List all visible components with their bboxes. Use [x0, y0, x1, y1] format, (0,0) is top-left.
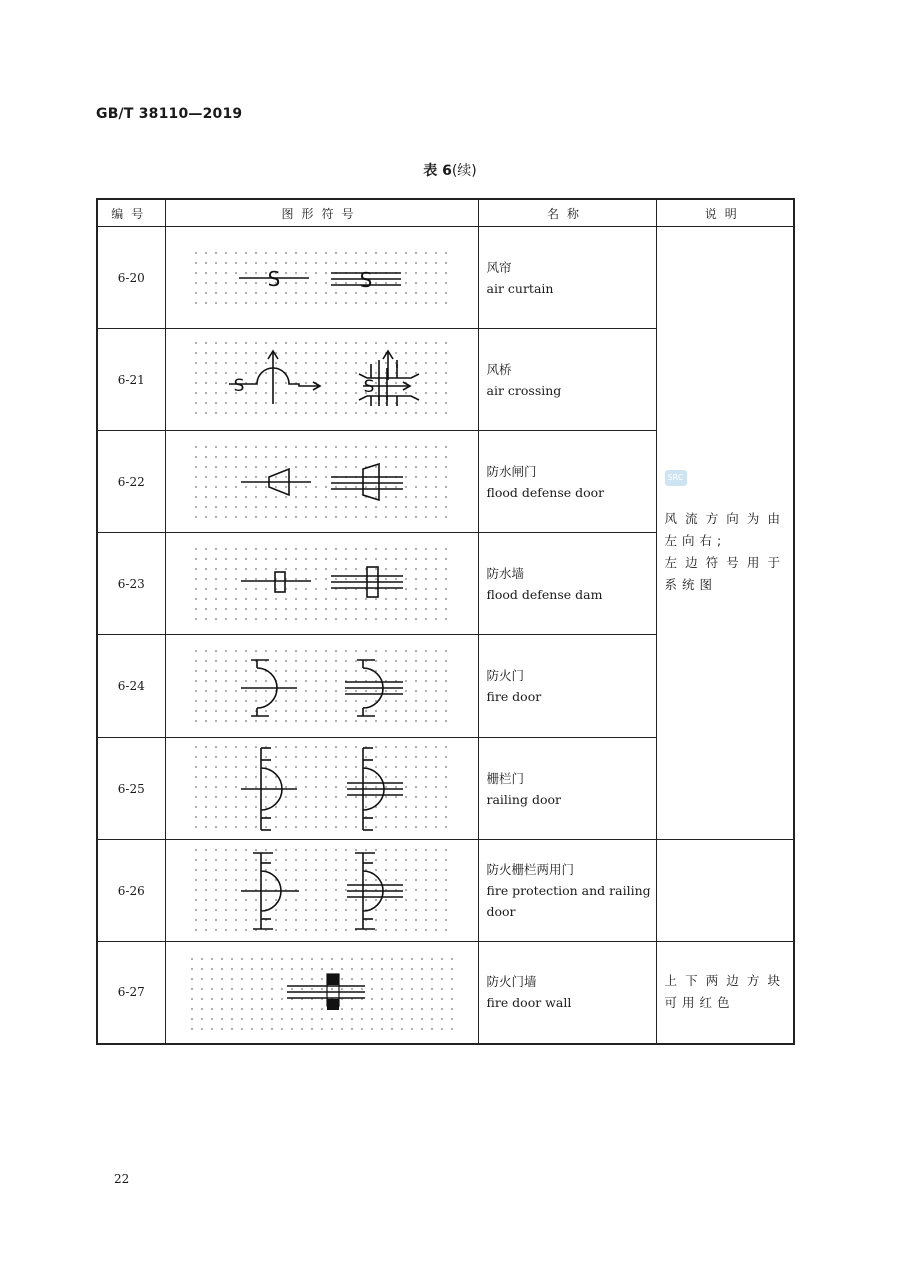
name-cell [478, 840, 656, 942]
name-cell [478, 635, 656, 738]
column-header-symbol: 图形符号 [165, 199, 478, 227]
name-chinese: 栅栏门 [486, 770, 525, 786]
table-title-continued: (续) [451, 163, 477, 179]
watermark-logo: SRC [665, 470, 687, 486]
name-english: fire protection and railing door [486, 883, 651, 919]
row-number: 6-20 [97, 227, 165, 329]
air-curtain-symbol [191, 248, 453, 308]
page-number: 22 [114, 1172, 130, 1186]
fire-door-symbol [191, 646, 453, 726]
svg-text:S: S [267, 266, 280, 291]
dot-grid-background [191, 248, 453, 308]
name-cell [478, 738, 656, 840]
symbol-cell [165, 227, 478, 329]
standard-code: GB/T 38110—2019 [96, 106, 243, 122]
name-english: air crossing [486, 382, 562, 398]
name-english: fire door [486, 689, 542, 704]
svg-text:S: S [233, 375, 244, 396]
note-cell-red-blocks: 上下两边方块可用红色 [656, 942, 794, 1044]
table-row [97, 227, 794, 329]
name-english: flood defense dam [486, 586, 603, 602]
svg-text:S: S [359, 267, 372, 292]
name-cell [478, 329, 656, 431]
dot-grid-background [191, 646, 453, 726]
name-english: fire door wall [486, 995, 572, 1011]
name-chinese: 风桥 [486, 361, 512, 377]
name-chinese: 风帘 [486, 259, 512, 275]
flood-defense-door-symbol [191, 442, 453, 522]
row-number: 6-26 [97, 840, 165, 942]
railing-door-symbol [191, 742, 453, 836]
symbol-cell [165, 533, 478, 635]
note-cell-empty [656, 840, 794, 942]
flood-defense-dam-symbol [191, 544, 453, 624]
name-english: railing door [486, 791, 561, 807]
symbol-cell [165, 329, 478, 431]
name-chinese: 防水闸门 [486, 463, 537, 479]
dot-grid-background [191, 742, 453, 836]
name-chinese: 防水墙 [486, 565, 525, 581]
dot-grid-background [191, 845, 453, 937]
table-row [97, 840, 794, 942]
note-line-1: 风流方向为由左向右; [664, 511, 785, 548]
row-number: 6-21 [97, 329, 165, 431]
symbol-cell [165, 840, 478, 942]
row-number: 6-23 [97, 533, 165, 635]
row-number: 6-24 [97, 635, 165, 738]
note-line-2: 左边符号用于系统图 [664, 555, 785, 592]
name-chinese: 防火栅栏两用门 [486, 862, 575, 877]
svg-text:S: S [363, 376, 374, 397]
note-cell-airflow [656, 227, 794, 840]
symbol-table [96, 198, 795, 1045]
symbol-cell [165, 431, 478, 533]
row-number: 6-22 [97, 431, 165, 533]
symbol-cell [165, 942, 478, 1044]
dot-grid-background [191, 544, 453, 624]
name-chinese: 防火门 [486, 668, 525, 683]
table-title [0, 160, 900, 180]
column-header-number: 编号 [97, 199, 165, 227]
column-header-name: 名称 [478, 199, 656, 227]
name-english: flood defense door [486, 484, 605, 500]
dot-grid-background [191, 442, 453, 522]
table-row [97, 942, 794, 1044]
row-number: 6-27 [97, 942, 165, 1044]
name-cell [478, 942, 656, 1044]
name-cell [478, 431, 656, 533]
name-chinese: 防火门墙 [486, 974, 537, 990]
fire-door-wall-symbol [187, 954, 457, 1030]
name-cell [478, 227, 656, 329]
symbol-cell [165, 635, 478, 738]
dot-grid-background [191, 338, 453, 422]
air-crossing-symbol [191, 338, 453, 422]
name-english: air curtain [486, 280, 554, 296]
table-header-row [97, 199, 794, 227]
table-title-number: 表 6 [423, 163, 452, 179]
name-cell [478, 533, 656, 635]
column-header-note: 说明 [656, 199, 794, 227]
row-number: 6-25 [97, 738, 165, 840]
fire-railing-door-symbol [191, 845, 453, 937]
symbol-cell [165, 738, 478, 840]
